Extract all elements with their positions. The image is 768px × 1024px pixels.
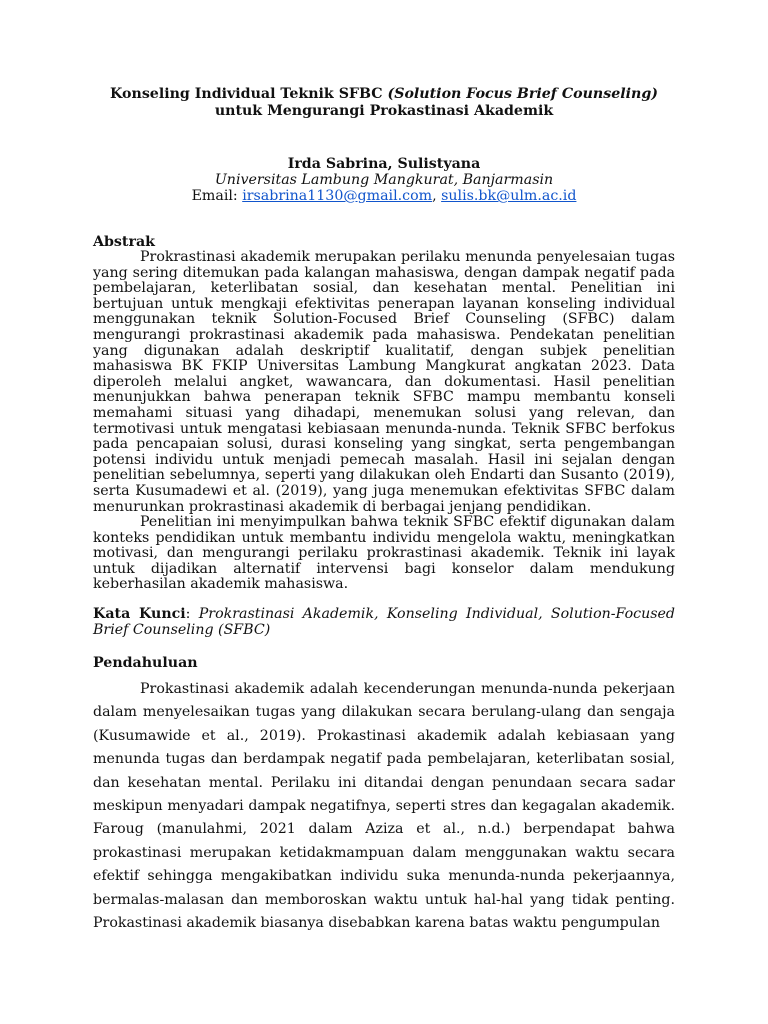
introduction-heading: Pendahuluan (93, 655, 198, 671)
abstract-paragraph-1: Prokrastinasi akademik merupakan perilaku menunda penyelesaian tugas yang sering ditemukan pada kalangan mahasiswa, dengan dampak negatif pada pembelajaran, keterlibatan sosial, dan kesehatan mental. Penelitian ini bertujuan untuk mengkaji efektivitas penerapan layanan konseling individual menggunakan teknik Solution-Focused Brief Counseling (SFBC) dalam mengurangi prokrastinasi akademik pada mahasiswa. Pendekatan penelitian yang digunakan adalah deskriptif kualitatif, dengan subjek penelitian mahasiswa BK FKIP Universitas Lambung Mangkurat angkatan 2023. Data diperoleh melalui angket, wawancara, dan dokumentasi. Hasil penelitian menunjukkan bahwa penerapan teknik SFBC mampu membantu konseli memahami situasi yang dihadapi, menemukan solusi yang relevan, dan termotivasi untuk mengatasi kebiasaan menunda-nunda. Teknik SFBC berfokus pada pencapaian solusi, durasi konseling yang singkat, serta pengembangan potensi individu untuk menjadi pemecah masalah. Hasil ini sejalan dengan penelitian sebelumnya, seperti yang dilakukan oleh Endarti dan Susanto (2019), serta Kusumadewi et al. (2019), yang juga menemukan efektivitas SFBC dalam menurunkan prokrastinasi akademik di berbagai jenjang pendidikan. (93, 249, 675, 515)
keywords-label: Kata Kunci (93, 606, 186, 622)
abstract-heading: Abstrak (93, 234, 155, 250)
title-main: Konseling Individual Teknik SFBC (110, 86, 388, 102)
author-affiliation: Universitas Lambung Mangkurat, Banjarmasin (214, 172, 554, 188)
keywords-separator: : (185, 606, 199, 622)
introduction-paragraph-1: Prokastinasi akademik adalah kecenderungan menunda-nunda pekerjaan dalam menyelesaikan tugas yang dilakukan secara berulang-ulang dan sengaja (Kusumawide et al., 2019). Prokastinasi akademik adalah kebiasaan yang menunda tugas dan berdampak negatif pada pembelajaran, keterlibatan sosial, dan kesehatan mental. Perilaku ini ditandai dengan penundaan secara sadar meskipun menyadari dampak negatifnya, seperti stres dan kegagalan akademik. Faroug (manulahmi, 2021 dalam Aziza et al., n.d.) berpendapat bahwa prokastinasi merupakan ketidakmampuan dalam menggunakan waktu secara efektif sehingga mengakibatkan individu suka menunda-nunda pekerjaannya, bermalas-malasan dan memboroskan waktu untuk hal-hal yang tidak penting. Prokastinasi akademik biasanya disebabkan karena batas waktu pengumpulan (93, 681, 675, 932)
title-line-2: untuk Mengurangi Prokastinasi Akademik (214, 103, 554, 119)
author-emails (0, 188, 768, 204)
email-separator: , (432, 188, 442, 204)
author-block (0, 156, 768, 204)
email-label: Email: (191, 188, 243, 204)
paper-title (0, 86, 768, 120)
keywords-values: Prokrastinasi Akademik, Konseling Individual, Solution-Focused Brief Counseling (SFBC) (93, 606, 676, 638)
title-line-1 (0, 86, 768, 103)
introduction-section (93, 654, 675, 935)
email-link-2[interactable]: sulis.bk@ulm.ac.id (441, 188, 577, 204)
abstract-section (93, 234, 675, 593)
title-italic: (Solution Focus Brief Counseling) (387, 86, 658, 102)
keywords-section (93, 607, 675, 638)
author-names: Irda Sabrina, Sulistyana (287, 156, 481, 172)
abstract-paragraph-2: Penelitian ini menyimpulkan bahwa teknik SFBC efektif digunakan dalam konteks pendidikan untuk membantu individu mengelola waktu, meningkatkan motivasi, dan mengurangi perilaku prokrastinasi akademik. Teknik ini layak untuk dijadikan alternatif intervensi bagi konselor dalam mendukung keberhasilan akademik mahasiswa. (93, 514, 675, 593)
email-link-1[interactable]: irsabrina1130@gmail.com (242, 188, 433, 204)
